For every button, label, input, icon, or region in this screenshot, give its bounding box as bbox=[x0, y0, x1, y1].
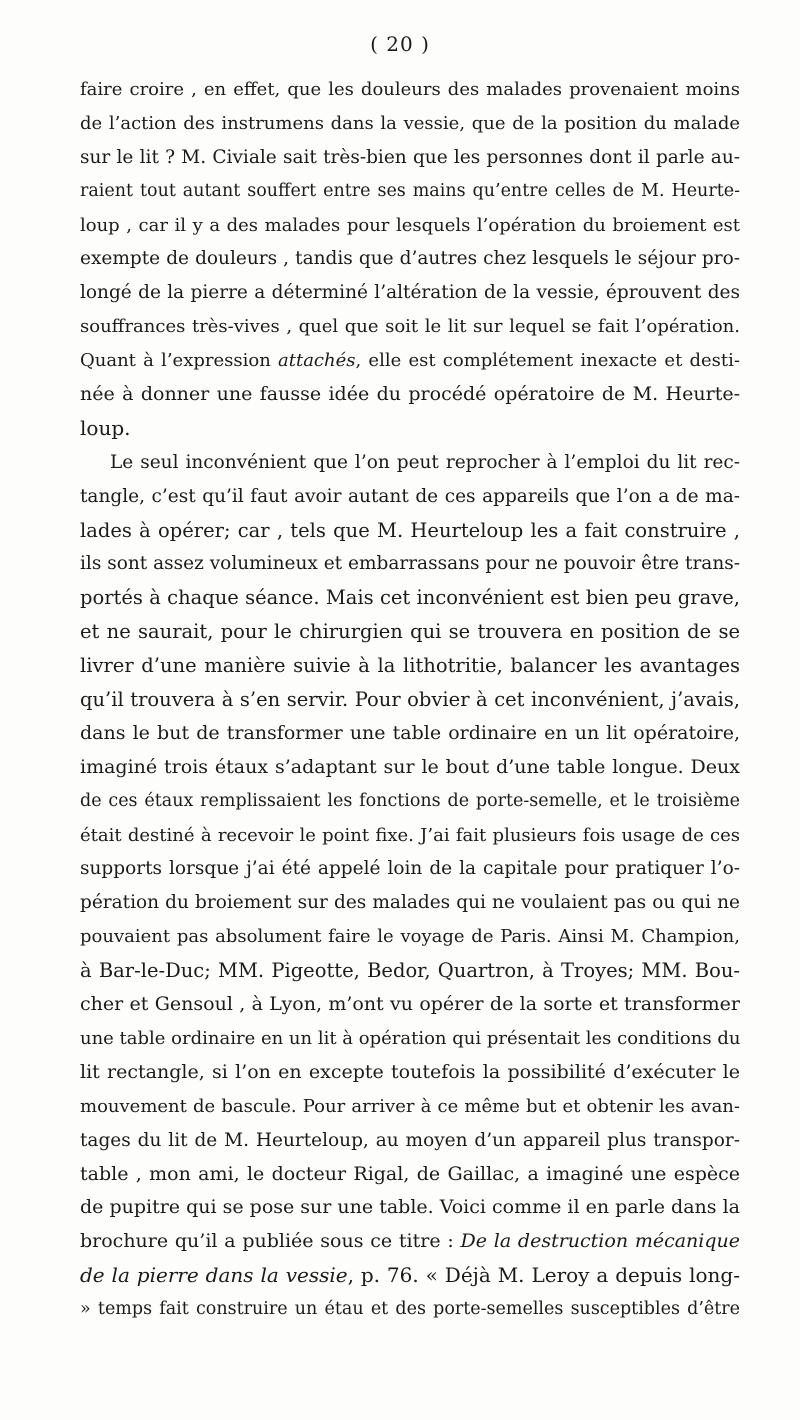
text-line bbox=[80, 209, 740, 243]
text-line bbox=[80, 819, 740, 853]
text-line bbox=[80, 717, 740, 751]
text-line bbox=[80, 378, 740, 412]
text-line bbox=[80, 988, 740, 1022]
text-line bbox=[80, 107, 740, 141]
text-segment: loup. bbox=[80, 415, 131, 440]
text-line bbox=[80, 412, 740, 446]
text-segment: brochure qu’il a publiée sous ce titre : bbox=[80, 1230, 461, 1253]
text-line bbox=[80, 1124, 740, 1158]
text-segment: souffrances très-vives , quel que soit le lit sur lequel se fait l’opération. bbox=[80, 316, 740, 338]
text-segment: et ne saurait, pour le chirurgien qui se trouvera en position de se bbox=[80, 620, 740, 644]
text-segment: qu’il trouvera à s’en servir. Pour obvier à cet inconvénient, j’avais, bbox=[80, 688, 740, 712]
italic-text: De la destruction mécanique bbox=[460, 1230, 741, 1253]
text-segment: née à donner une fausse idée du procédé opératoire de M. Heurte- bbox=[80, 383, 740, 406]
text-segment: exempte de douleurs , tandis que d’autres chez lesquels le séjour pro- bbox=[80, 248, 740, 270]
text-segment: Quant à l’expression bbox=[80, 350, 278, 372]
text-segment: à Bar-le-Duc; MM. Pigeotte, Bedor, Quartron, à Troyes; MM. Bou- bbox=[80, 959, 740, 983]
text-line bbox=[80, 1022, 740, 1056]
text-segment: ils sont assez volumineux et embarrassans pour ne pouvoir être trans- bbox=[80, 553, 740, 575]
text-line bbox=[80, 276, 740, 310]
text-segment: mouvement de bascule. Pour arriver à ce même but et obtenir les avan- bbox=[80, 1095, 740, 1117]
text-segment: était destiné à recevoir le point fixe. J’ai fait plusieurs fois usage de ces bbox=[80, 824, 740, 846]
text-segment: Le seul inconvénient que l’on peut reprocher à l’emploi du lit rec- bbox=[110, 451, 740, 473]
text-segment: faire croire , en effet, que les douleurs des malades provenaient moins bbox=[80, 79, 740, 100]
text-line bbox=[80, 920, 740, 954]
text-segment: , elle est complétement inexacte et desti- bbox=[355, 350, 740, 372]
text-segment: une table ordinaire en un lit à opération qui présentait les conditions du bbox=[80, 1027, 741, 1049]
text-segment: table , mon ami, le docteur Rigal, de Gaillac, a imaginé une espèce bbox=[80, 1162, 740, 1185]
text-line bbox=[80, 1090, 740, 1124]
text-line bbox=[80, 547, 740, 581]
text-line bbox=[80, 683, 740, 717]
text-segment: , p. 76. « Déjà M. Leroy a depuis long- bbox=[347, 1263, 740, 1288]
text-line bbox=[80, 852, 740, 886]
text-line bbox=[80, 649, 740, 683]
text-line bbox=[80, 954, 740, 988]
text-line bbox=[80, 446, 740, 480]
text-line bbox=[80, 1191, 740, 1225]
text-segment: supports lorsque j’ai été appelé loin de la capitale pour pratiquer l’o- bbox=[80, 858, 740, 880]
text-line bbox=[80, 1056, 740, 1090]
italic-text: attachés bbox=[278, 350, 356, 372]
text-line bbox=[80, 886, 740, 920]
text-segment: raient tout autant souffert entre ses mains qu’entre celles de M. Heurte- bbox=[80, 180, 740, 201]
text-line bbox=[80, 615, 740, 649]
text-line bbox=[80, 175, 740, 209]
text-segment: tages du lit de M. Heurteloup, au moyen d’un appareil plus transpor- bbox=[80, 1129, 740, 1151]
text-line bbox=[80, 751, 740, 785]
text-line bbox=[80, 480, 740, 514]
text-line bbox=[80, 141, 740, 175]
text-segment: de l’action des instrumens dans la vessie, que de la position du malade bbox=[80, 112, 740, 134]
text-segment: de pupitre qui se pose sur une table. Voici comme il en parle dans la bbox=[80, 1196, 740, 1219]
text-segment: portés à chaque séance. Mais cet inconvénient est bien peu grave, bbox=[80, 586, 740, 610]
text-line bbox=[80, 785, 740, 819]
text-line bbox=[80, 310, 740, 344]
text-segment: de ces étaux remplissaient les fonctions de porte-semelle, et le troisième bbox=[80, 790, 740, 811]
text-line bbox=[80, 581, 740, 615]
text-segment: pération du broiement sur des malades qui ne voulaient pas ou qui ne bbox=[80, 892, 740, 914]
text-segment: livrer d’une manière suivie à la lithotritie, balancer les avantages bbox=[80, 654, 740, 678]
text-line bbox=[80, 514, 740, 548]
text-segment: longé de la pierre a déterminé l’altération de la vessie, éprouvent des bbox=[80, 282, 740, 304]
text-segment: cher et Gensoul , à Lyon, m’ont vu opérer de la sorte et transformer bbox=[80, 993, 740, 1016]
text-line bbox=[80, 1293, 740, 1327]
text-line bbox=[80, 1225, 740, 1259]
text-line bbox=[80, 1158, 740, 1192]
text-line bbox=[80, 242, 740, 276]
text-segment: lades à opérer; car , tels que M. Heurteloup les a fait construire , bbox=[80, 518, 740, 542]
text-segment: lit rectangle, si l’on en excepte toutefois la possibilité d’exécuter le bbox=[80, 1060, 740, 1083]
text-segment: loup , car il y a des malades pour lesquels l’opération du broiement est bbox=[80, 214, 740, 236]
text-segment: tangle, c’est qu’il faut avoir autant de ces appareils que l’on a de ma- bbox=[80, 485, 740, 507]
text-segment: imaginé trois étaux s’adaptant sur le bout d’une table longue. Deux bbox=[80, 755, 740, 778]
text-line bbox=[80, 344, 740, 378]
italic-text: de la pierre dans la vessie bbox=[80, 1263, 348, 1288]
text-segment: pouvaient pas absolument faire le voyage de Paris. Ainsi M. Champion, bbox=[80, 926, 740, 948]
text-segment: dans le but de transformer une table ordinaire en un lit opératoire, bbox=[80, 721, 740, 744]
page-number: ( 20 ) bbox=[370, 32, 430, 56]
body-text bbox=[80, 73, 740, 1327]
text-segment: sur le lit ? M. Civiale sait très-bien que les personnes dont il parle au- bbox=[80, 146, 740, 168]
text-segment: » temps fait construire un étau et des porte-semelles susceptibles d’être bbox=[80, 1299, 740, 1320]
text-line bbox=[80, 1259, 740, 1293]
text-line bbox=[80, 73, 740, 107]
